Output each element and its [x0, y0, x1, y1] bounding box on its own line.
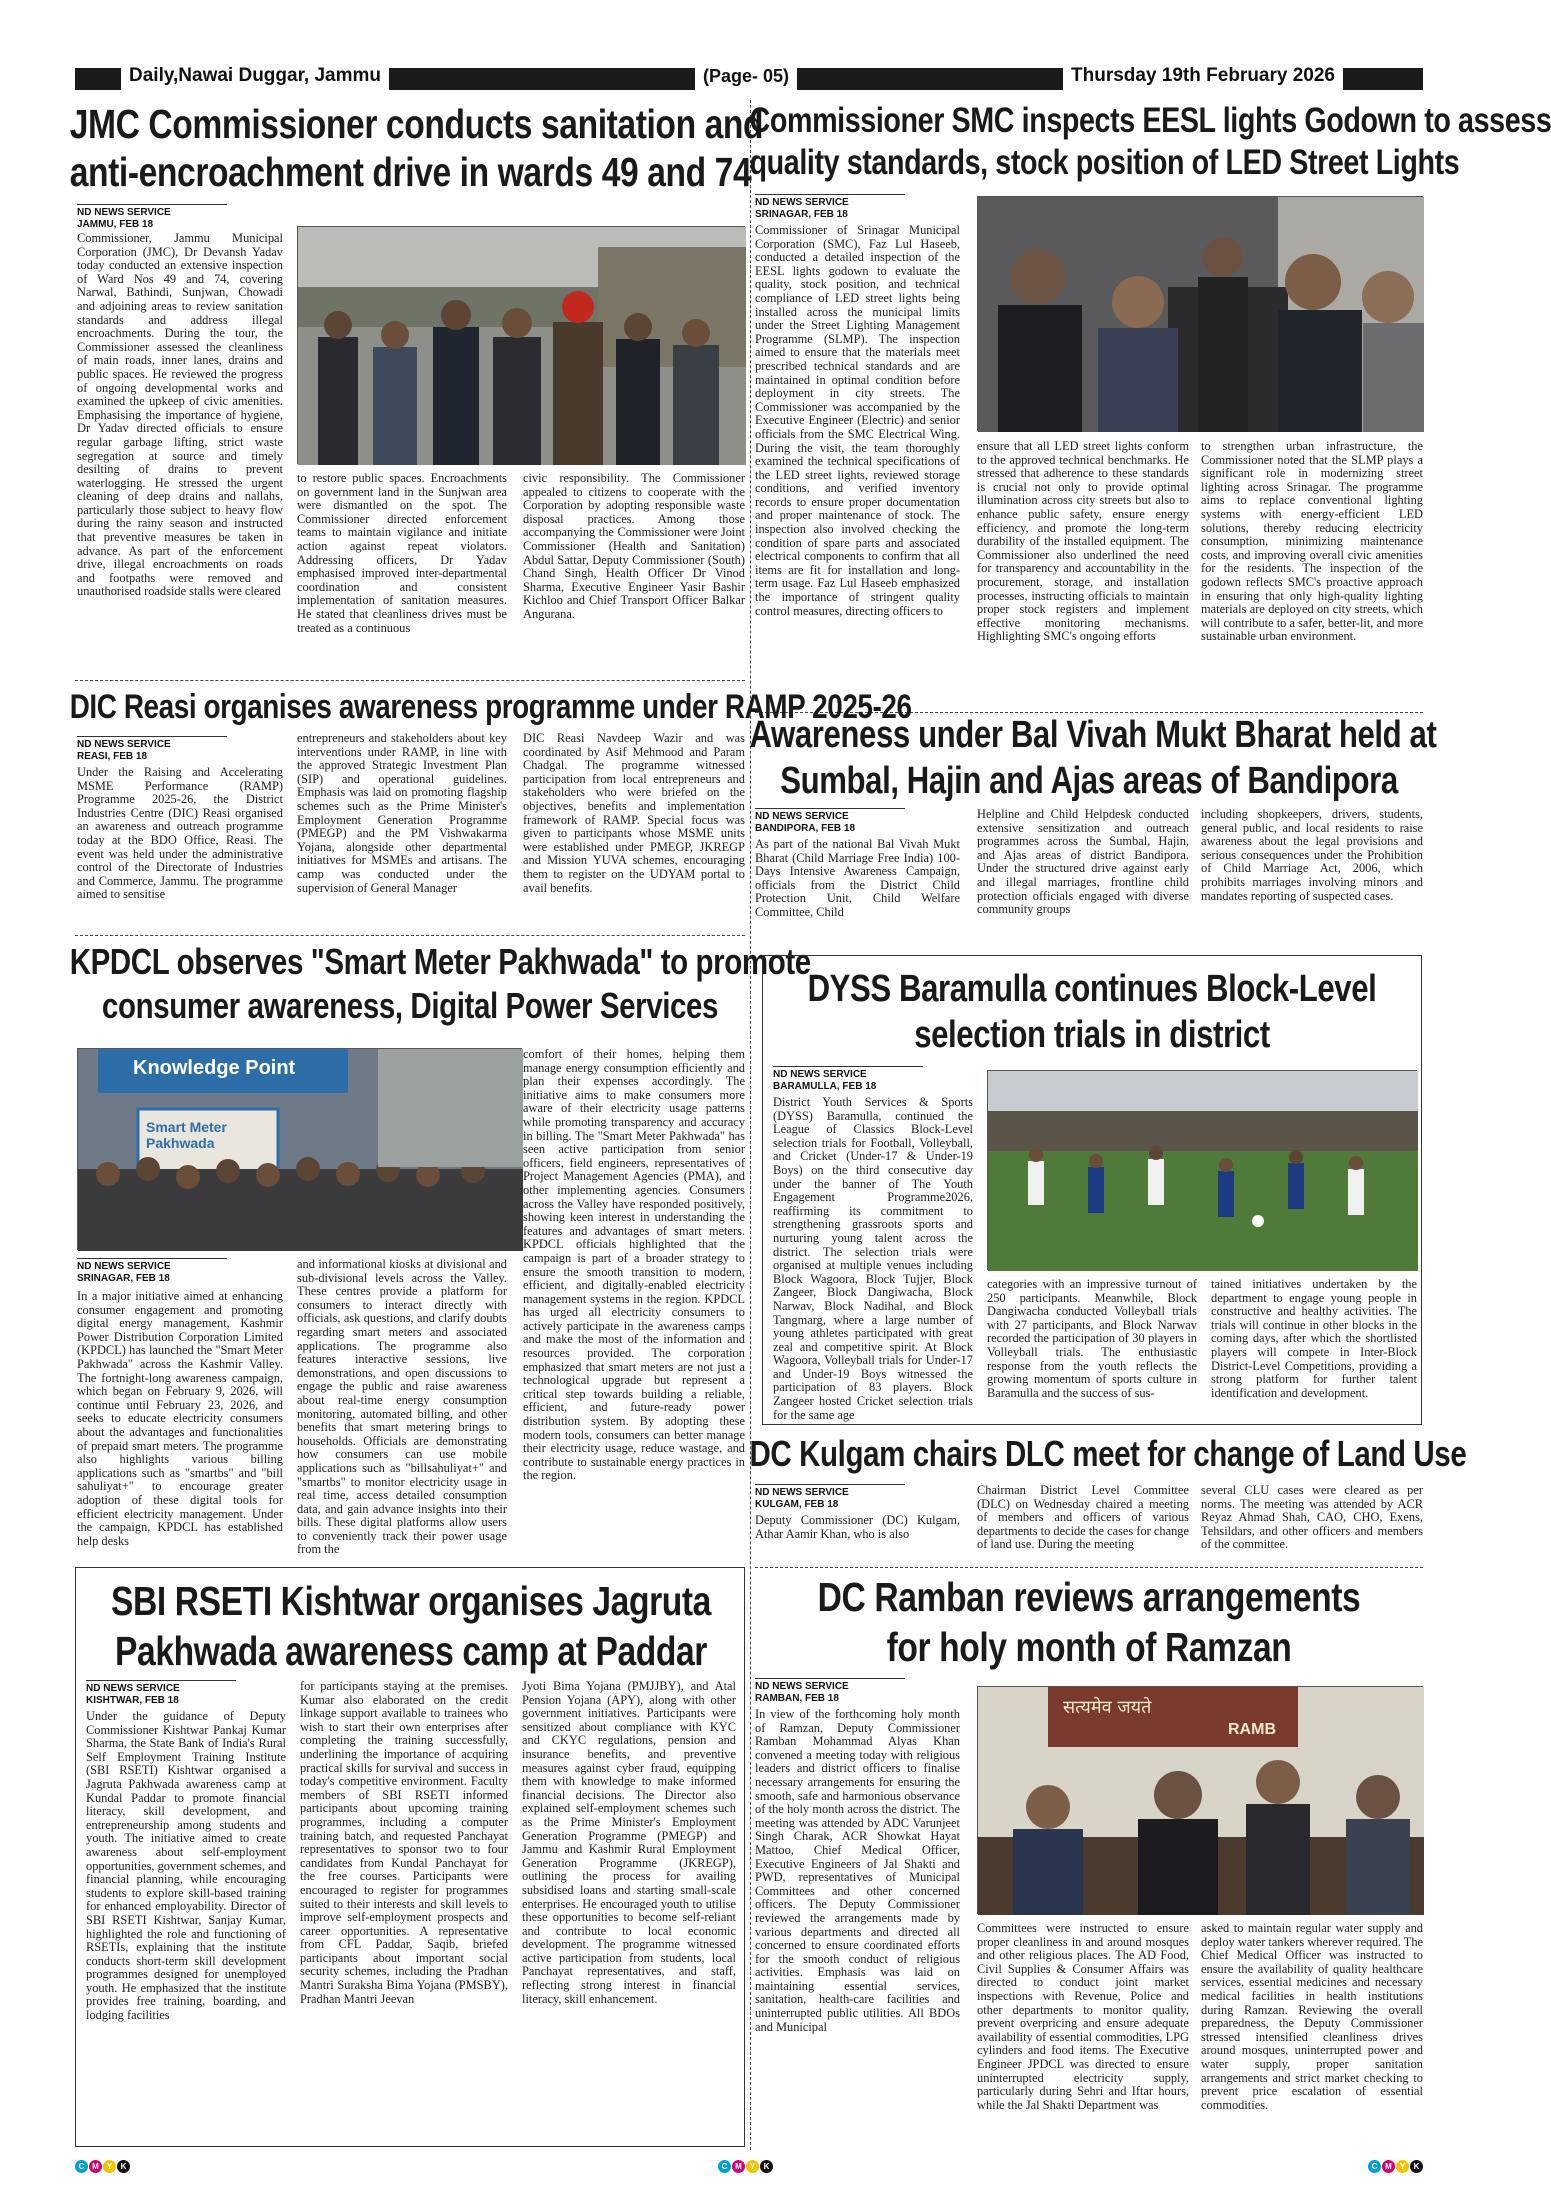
photo-sign-hindi: सत्यमेव जयते: [1063, 1697, 1152, 1718]
dyss-football-photo: [987, 1070, 1417, 1270]
headline-line: Commissioner SMC inspects EESL lights Godown to assess: [749, 101, 1551, 140]
photo-graphic: [988, 1071, 1418, 1271]
headline-line: DYSS Baramulla continues Block-Level: [807, 968, 1377, 1010]
byline-dateline: BANDIPORA, FEB 18: [755, 823, 856, 834]
smc-godown-photo: [977, 196, 1423, 431]
headline-line: Pakhwada awareness camp at Paddar: [115, 1628, 707, 1674]
photo-graphic: [978, 197, 1424, 432]
story-kulgam: [749, 1432, 1467, 1562]
byline-dateline: JAMMU, FEB 18: [77, 219, 154, 230]
byline-agency: ND NEWS SERVICE: [755, 1487, 849, 1498]
headline-line: Sumbal, Hajin and Ajas areas of Bandipora: [780, 760, 1398, 802]
story-column: for participants staying at the premises. Kumar also elaborated on the credit linkage support available to trainees who wish to start their own enterprises after completing the training successfully, underlining the importance of acquiring practical skills for survival and success in today's competitive environment. Faculty members of SBI RSETI informed participants about upcoming training programmes, including a computer training batch, and requested Panchayat representatives to sponsor two to four candidates from Kundal Panchayat for the free courses. Participants were encouraged to register for programmes suited to their interests and skill levels to improve self-employment prospects and career opportunities. A representative from CFL Paddar, Saqib, briefed participants about important social security schemes, including the Pradhan Mantri Suraksha Bima Yojana (PMSBY), Pradhan Mantri Jeevan: [300, 1679, 508, 2006]
headline-line: selection trials in district: [914, 1014, 1270, 1056]
photo-sign-text: RAMB: [1228, 1721, 1276, 1738]
story-column: District Youth Services & Sports (DYSS) Baramulla, continued the League of Classics Block-Level selection trials for Football, Volleyball, and Cricket (Under-17 & Under-19 Boys) on the third consecutive day under the banner of The Youth Engagement Programme2026, reaffirming its commitment to strengthening grassroots sports and nurturing young talent across the district. The selection trials were organised at multiple venues including Block Wagoora, Block Tujjer, Block Zangeer, Block Dangiwacha, Block Narwav, Block Nadihal, and Block Tangmarg, where a large number of young athletes participated with great zeal and competitive spirit. At Block Wagoora, Volleyball trials for Under-17 and Under-19 Boys witnessed the participation of 83 players. Block Zangeer hosted Cricket selection trials for the same age: [773, 1095, 973, 1422]
headline-line: Awareness under Bal Vivah Mukt Bharat held at: [749, 714, 1437, 756]
byline: [755, 1484, 905, 1511]
masthead: [75, 58, 1423, 96]
story-column: tained initiatives undertaken by the department to engage young people in constructive and healthy activities. The trials will continue in other blocks in the coming days, after which the shortlisted players will compete in Inter-Block District-Level Competitions, providing a strong platform for further talent identification and development.: [1211, 1277, 1417, 1400]
story-column: Under the Raising and Accelerating MSME Performance (RAMP) Programme 2025-26, the District Industries Centre (DIC) Reasi organised an awareness and outreach programme today at the BDO Office, Reasi. The event was held under the administrative control of the Directorate of Industries and Commerce, Jammu. The programme aimed to sensitise: [77, 765, 283, 902]
reg-dot: K: [117, 2160, 130, 2173]
byline-agency: ND NEWS SERVICE: [77, 739, 171, 750]
story-column: to restore public spaces. Encroachments on government land in the Sunjwan area were dismantled on the spot. The Commissioner directed enforcement teams to maintain vigilance and initiate action against repeat violators. Addressing officers, Dr Yadav emphasised improved inter-departmental coordination and consistent implementation of sanitation measures. He stated that cleanliness drives must be treated as a continuous: [297, 471, 507, 635]
headline-line: SBI RSETI Kishtwar organises Jagruta: [111, 1578, 711, 1624]
story-headline: [69, 100, 764, 196]
story-column: to strengthen urban infrastructure, the Commissioner noted that the SLMP plays a significant role in modernizing street lighting across Srinagar. The programme aims to replace conventional lighting systems with energy-efficient LED solutions, thereby reducing electricity consumption, minimizing maintenance costs, and improving overall civic amenities for the residents. The inspection of the godown reflects SMC's proactive approach in ensuring that only high-quality lighting materials are deployed on city streets, which will contribute to a safer, better-lit, and more sustainable urban environment.: [1201, 439, 1423, 644]
headline-line: DC Kulgam chairs DLC meet for change of Land Use: [749, 1433, 1467, 1474]
story-column: Deputy Commissioner (DC) Kulgam, Athar Aamir Khan, who is also: [755, 1513, 960, 1541]
story-column: In view of the forthcoming holy month of Ramzan, Deputy Commissioner Ramban Mohammad Alyas Khan convened a meeting today with religious leaders and district officers to finalise necessary arrangements for ensuring the smooth, safe and harmonious observance of the holy month across the district. The meeting was attended by ADC Varunjeet Singh Charak, ACR Showkat Hayat Mattoo, Chief Medical Officer, Executive Engineers of Jal Shakti and PWD, representatives of Municipal Committees and other concerned officers. The Deputy Commissioner reviewed the arrangements made by various departments and directed all concerned to ensure coordinated efforts for the smooth conduct of religious activities. Emphasis was laid on maintaining essential services, sanitation, health-care facilities and uninterrupted public utilities. All BDOs and Municipal: [755, 1707, 960, 2034]
ramban-meeting-photo: [977, 1686, 1423, 1914]
story-jmc: [69, 100, 764, 675]
byline: [77, 736, 227, 763]
reg-dot: M: [732, 2160, 745, 2173]
byline: [755, 194, 905, 221]
headline-line: DIC Reasi organises awareness programme under RAMP 2025-26: [69, 688, 912, 726]
photo-banner-text: Knowledge Point: [133, 1057, 296, 1079]
reg-dot: C: [718, 2160, 731, 2173]
story-ramban: [755, 1572, 1423, 2150]
byline-dateline: SRINAGAR, FEB 18: [77, 1273, 170, 1284]
story-column: Chairman District Level Committee (DLC) on Wednesday chaired a meeting of members and officers of various departments to decide the cases for change of land use. During the meeting: [977, 1483, 1189, 1552]
byline: [86, 1680, 236, 1707]
byline-agency: ND NEWS SERVICE: [755, 811, 849, 822]
story-column: Committees were instructed to ensure proper cleanliness in and around mosques and other religious places. The AD Food, Civil Supplies & Consumer Affairs was directed to conduct joint market inspections with Revenue, Police and other departments to monitor quality, prevent overpricing and ensure adequate availability of essential commodities, LPG cylinders and food items. The Executive Engineer JPDCL was directed to ensure uninterrupted electricity supply, particularly during Sehri and Iftar hours, while the Jal Shakti Department was: [977, 1921, 1189, 2112]
headline-line: KPDCL observes "Smart Meter Pakhwada" to promote: [69, 941, 811, 982]
reg-dot: C: [1368, 2160, 1381, 2173]
reg-dot: K: [1410, 2160, 1423, 2173]
byline-dateline: KULGAM, FEB 18: [755, 1499, 839, 1510]
story-column: Jyoti Bima Yojana (PMJJBY), and Atal Pension Yojana (APY), along with other government initiatives. Participants were sensitized about compliance with KYC and CKYC regulations, pension and insurance benefits, and preventive measures against cyber fraud, equipping them with knowledge to make informed financial decisions. The Director also explained self-employment schemes such as the Prime Minister's Employment Generation Programme (PMEGP) and Jammu and Kashmir Rural Employment Generation Programme (JKREGP), outlining the process for availing subsidised loans and starting small-scale enterprises. He encouraged youth to utilise these opportunities to become self-reliant and contribute to local economic development. The programme witnessed active participation from students, local Panchayat representatives, and staff, reflecting strong interest in financial literacy, skill enhancement.: [522, 1679, 736, 2006]
photo-graphic: [978, 1687, 1424, 1915]
reg-dot: M: [89, 2160, 102, 2173]
story-column: Helpline and Child Helpdesk conducted extensive sensitization and outreach programmes across the Sumbal, Hajin, and Ajas areas of district Bandipora. Under the structured drive against early and illegal marriages, frontline child protection officials engaged with diverse community groups: [977, 807, 1189, 917]
story-smc: [749, 100, 1551, 705]
story-headline: [69, 940, 811, 1028]
reg-dot: M: [1382, 2160, 1395, 2173]
byline-agency: ND NEWS SERVICE: [755, 1681, 849, 1692]
headline-line: JMC Commissioner conducts sanitation and: [69, 101, 764, 147]
byline-dateline: BARAMULLA, FEB 18: [773, 1081, 877, 1092]
byline: [77, 204, 227, 231]
story-column: comfort of their homes, helping them manage energy consumption efficiently and plan their expenses accordingly. The initiative aims to make consumers more aware of their electricity usage patterns while promoting transparency and accuracy in billing. The "Smart Meter Pakhwada" has seen active participation from senior officers, field engineers, representatives of Project Management Agencies (PMA), and other implementing agencies. Consumers across the Valley have responded positively, showing keen interest in understanding the features and advantages of smart meters. KPDCL officials highlighted that the campaign is part of a broader strategy to ensure the smooth transition to modern, efficient, and digitally-enabled electricity management systems in the region. KPDCL has urged all electricity consumers to actively participate in the awareness camps and make the most of the information and resources provided. The corporation emphasized that smart meters are not just a technological upgrade but represent a critical step towards building a reliable, efficient, and future-ready power distribution system. By adopting these modern tools, consumers can better manage their electricity usage, reduce wastage, and contribute to sustainable energy practices in the region.: [523, 1047, 745, 1483]
page-number: (Page- 05): [695, 62, 797, 90]
story-column: categories with an impressive turnout of 250 participants. Meanwhile, Block Dangiwacha conducted Volleyball trials with 27 participants, and Block Narwav recorded the participation of 30 players in Volleyball trials. The enthusiastic response from the youth reflects the growing momentum of sports culture in Baramulla and the success of sus-: [987, 1277, 1197, 1400]
story-headline: [71, 1576, 752, 1676]
reg-dot: C: [75, 2160, 88, 2173]
story-headline: [750, 1572, 1429, 1672]
story-headline: [69, 686, 912, 728]
story-column: Commissioner of Srinagar Municipal Corporation (SMC), Faz Lul Haseeb, conducted a detailed inspection of the EESL lights godown to evaluate the quality, stock position, and technical compliance of LED street lights being installed across the municipal limits under the Street Lighting Management Programme (SLMP). The inspection aimed to ensure that the materials meet prescribed technical standards and are maintained in optimal condition before deployment in city streets. The Commissioner was accompanied by the Executive Engineer (Electric) and senior officials from the SMC Electrical Wing. During the visit, the team thoroughly examined the technical specifications of the LED street lights, reviewed storage conditions, and verified inventory records to ensure proper documentation and proper maintenance of stock. The inspection also involved checking the condition of spare parts and associated electrical components to confirm that all items are fit for installation and long-term usage. Faz Lul Haseeb emphasized the importance of stringent quality control measures, directing officers to: [755, 223, 960, 618]
right-divider-2: [755, 1567, 1423, 1568]
story-headline: [757, 966, 1428, 1058]
byline: [755, 1678, 905, 1705]
story-column: and informational kiosks at divisional and sub-divisional levels across the Valley. These centres provide a platform for consumers to interact directly with officials, ask questions, and clarify doubts regarding smart meters and associated applications. The programme also features interactive sessions, live demonstrations, and open discussions to engage the public and raise awareness about real-time energy consumption monitoring, automated billing, and other benefits that smart metering brings to households. Officials are demonstrating how consumers can use mobile applications such as "billsahuliyat+" and "smartbs" to monitor electricity usage in real time, access detailed consumption data, and gain advance insights into their bills. These digital platforms allow users to conveniently track their power usage from the: [297, 1257, 507, 1557]
left-divider-2: [75, 935, 745, 936]
story-column: civic responsibility. The Commissioner appealed to citizens to cooperate with the Corporation by adopting responsible waste disposal practices. Among those accompanying the Commissioner were Joint Commissioner (Health and Sanitation) Abdul Sattar, Deputy Commissioner (South) Chand Singh, Health Officer Dr Vinod Sharma, Executive Engineer Yasir Bashir Kichloo and Chief Transport Officer Balkar Angurana.: [523, 471, 745, 621]
byline-agency: ND NEWS SERVICE: [86, 1683, 180, 1694]
reg-dot: Y: [103, 2160, 116, 2173]
story-column: asked to maintain regular water supply and deploy water tankers wherever required. The Chief Medical Officer was instructed to ensure the availability of quality healthcare services, essential medicines and necessary medical facilities in health institutions during Ramzan. Reviewing the overall preparedness, the Deputy Commissioner stressed intensified cleanliness drives around mosques, uninterrupted power and water supply, proper sanitation arrangements and strict market checking to prevent price escalation of essential commodities.: [1201, 1921, 1424, 2112]
story-column: Commissioner, Jammu Municipal Corporation (JMC), Dr Devansh Yadav today conducted an extensive inspection of Ward Nos 49 and 74, covering Narwal, Bathindi, Sunjwan, Chowadi and adjoining areas to review sanitation standards and address illegal encroachments. During the tour, the Commissioner assessed the cleanliness of main roads, inner lanes, drains and public spaces. He reviewed the progress of ongoing developmental works and examined the upkeep of civic amenities. Emphasising the importance of hygiene, Dr Yadav directed officials to ensure regular garbage lifting, strict waste segregation at source and timely desilting of drains to prevent waterlogging. He stressed the urgent cleaning of deep drains and nallahs, particularly those subject to heavy flow during the rainy season and instructed that preventive measures be taken in advance. As part of the enforcement drive, illegal encroachments on roads and footpaths were removed and unauthorised roadside stalls were cleared: [77, 231, 283, 599]
kpdcl-awareness-photo: [77, 1048, 522, 1250]
headline-line: anti-encroachment drive in wards 49 and 74: [69, 149, 752, 195]
byline: [755, 808, 905, 835]
story-column: including shopkeepers, drivers, students, general public, and local residents to raise awareness about the legal provisions and serious consequences under the Prohibition of Child Marriage Act, 2006, which prohibits marriages involving minors and mandates reporting of suspected cases.: [1201, 807, 1423, 903]
photo-graphic: [298, 227, 746, 465]
byline-dateline: KISHTWAR, FEB 18: [86, 1695, 179, 1706]
story-headline: [749, 100, 1551, 184]
byline-agency: ND NEWS SERVICE: [773, 1069, 867, 1080]
story-column: In a major initiative aimed at enhancing consumer engagement and promoting digital energy management, Kashmir Power Distribution Corporation Limited (KPDCL) has launched the "Smart Meter Pakhwada" across the Kashmir Valley. The fortnight-long awareness campaign, which began on February 9, 2026, will continue until February 23, 2026, and seeks to educate electricity consumers about the advantages and functionalities of prepaid smart meters. The programme also highlights various billing applications such as "smartbs" and "bill sahuliyat+" to encourage greater adoption of these digital tools for efficient electricity management. Under the campaign, KPDCL has established help desks: [77, 1289, 283, 1548]
story-column: As part of the national Bal Vivah Mukt Bharat (Child Marriage Free India) 100-Days Intensive Awareness Campaign, officials from the District Child Protection Unit, Child Welfare Committee, Child: [755, 837, 960, 919]
photo-sign-text: Smart Meter Pakhwada: [146, 1119, 227, 1151]
registration-mark-center: [718, 2160, 773, 2173]
byline: [773, 1066, 923, 1093]
jmc-inspection-photo: [297, 226, 745, 464]
reg-dot: Y: [1396, 2160, 1409, 2173]
story-column: entrepreneurs and stakeholders about key interventions under RAMP, in line with the approved Strategic Investment Plan (SIP) and operational guidelines. Emphasis was laid on promoting flagship schemes such as the Prime Minister's Employment Generation Programme (PMEGP) and the PM Vishwakarma Yojana, alongside other departmental initiatives for MSMEs and artisans. The camp was conducted under the supervision of General Manager: [297, 731, 507, 895]
story-column: Under the guidance of Deputy Commissioner Kishtwar Pankaj Kumar Sharma, the State Bank of India's Rural Self Employment Training Institute (SBI RSETI) Kishtwar organised a Jagruta Pakhwada awareness camp at Kundal Paddar to promote financial literacy, skill development, and entrepreneurship among students and youth. The initiative aimed to create awareness about self-employment opportunities, government schemes, and financial planning, while encouraging students to explore skill-based training for enhanced employability. Director of SBI RSETI Kishtwar, Sanjay Kumar, highlighted the role and functioning of RSETIs, explaining that the institute conducts short-term skill development programmes designed for unemployed youth. He emphasized that the institute provides free training, boarding, and lodging facilities: [86, 1709, 286, 2023]
story-dyss: [762, 955, 1422, 1425]
story-headline: [749, 712, 1437, 804]
story-headline: [749, 1432, 1467, 1476]
byline-agency: ND NEWS SERVICE: [755, 197, 849, 208]
headline-line: for holy month of Ramzan: [886, 1624, 1292, 1670]
byline-agency: ND NEWS SERVICE: [77, 1261, 171, 1272]
story-column: several CLU cases were cleared as per norms. The meeting was attended by ACR Reyaz Ahmad Shah, CAO, CHO, Exens, Tehsildars, and other officers and members of the committee.: [1201, 1483, 1423, 1552]
issue-date: Thursday 19th February 2026: [1063, 62, 1343, 90]
headline-line: quality standards, stock position of LED Street Lights: [749, 143, 1460, 182]
byline-dateline: REASI, FEB 18: [77, 751, 148, 762]
center-divider: [750, 100, 751, 2150]
headline-line: DC Ramban reviews arrangements: [817, 1574, 1361, 1620]
story-column: ensure that all LED street lights conform to the approved technical benchmarks. He stressed that adherence to these standards is crucial not only to provide optimal illumination across city streets but also to enhance public safety, ensure energy efficiency, and promote the long-term durability of the installed equipment. The Commissioner also underlined the need for transparency and accountability in the procurement, storage, and installation processes, instructing officials to maintain proper stock registers and implement effective monitoring mechanisms. Highlighting SMC's ongoing efforts: [977, 439, 1189, 644]
story-column: DIC Reasi Navdeep Wazir and was coordinated by Asif Mehmood and Param Chadgal. The programme witnessed participation from local entrepreneurs and stakeholders who were briefed on the objectives, benefits and implementation framework of RAMP. Special focus was given to participants whose MSME units were established under PMEGP, JKREGP and Mission YUVA schemes, encouraging them to register on the UDYAM portal to avail benefits.: [523, 731, 745, 895]
story-sbi: [75, 1567, 745, 2147]
reg-dot: Y: [746, 2160, 759, 2173]
headline-line: consumer awareness, Digital Power Services: [101, 985, 719, 1026]
reg-dot: K: [760, 2160, 773, 2173]
story-bandipora: [749, 712, 1437, 937]
byline-dateline: RAMBAN, FEB 18: [755, 1693, 839, 1704]
paper-name: Daily,Nawai Duggar, Jammu: [121, 62, 389, 90]
byline-dateline: SRINAGAR, FEB 18: [755, 209, 848, 220]
left-divider-1: [75, 680, 745, 681]
registration-mark-right: [1368, 2160, 1423, 2173]
byline-agency: ND NEWS SERVICE: [77, 207, 171, 218]
registration-mark-left: [75, 2160, 130, 2173]
byline: [77, 1258, 227, 1285]
